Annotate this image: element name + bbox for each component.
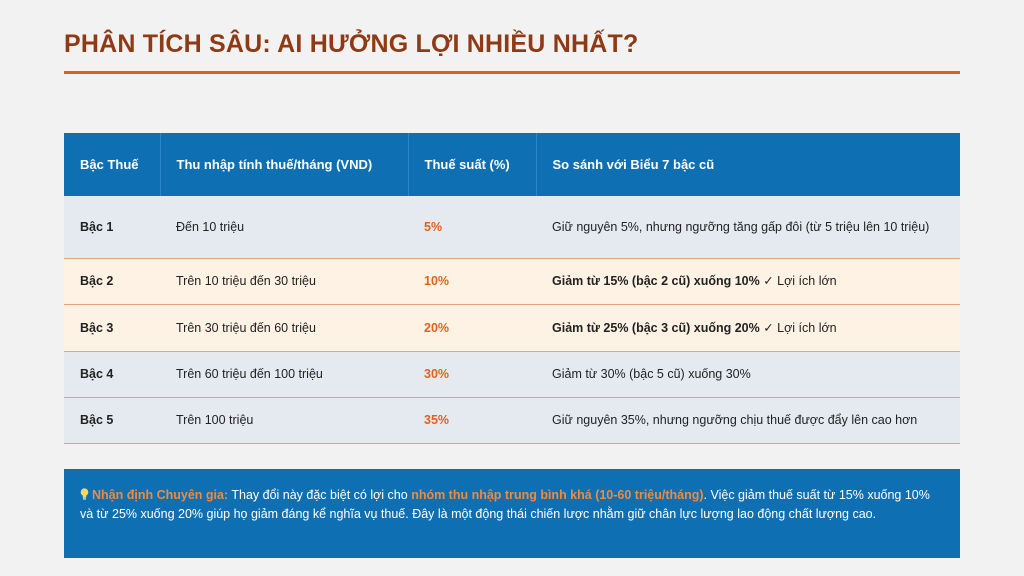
- cell-rate: 30%: [408, 351, 536, 397]
- comparison-text: Giảm từ 30% (bậc 5 cũ) xuống 30%: [552, 367, 751, 381]
- cell-income: Trên 30 triệu đến 60 triệu: [160, 304, 408, 351]
- title-divider: [64, 71, 960, 74]
- comparison-text: ✓ Lợi ích lớn: [759, 274, 837, 288]
- cell-rate: 20%: [408, 304, 536, 351]
- cell-comparison: [536, 397, 960, 443]
- table-row: [64, 351, 960, 397]
- header-income: Thu nhập tính thuế/tháng (VND): [160, 133, 408, 196]
- comparison-bold: Giảm từ 25% (bậc 3 cũ) xuống 20%: [552, 320, 760, 335]
- cell-rate: 35%: [408, 397, 536, 443]
- cell-level: Bậc 1: [64, 196, 160, 258]
- comparison-text: Giữ nguyên 5%, nhưng ngưỡng tăng gấp đôi (từ 5 triệu lên 10 triệu): [552, 219, 930, 234]
- cell-comparison: [536, 258, 960, 304]
- header-comparison: So sánh với Biểu 7 bậc cũ: [536, 133, 960, 196]
- cell-comparison: [536, 196, 960, 258]
- insight-text-after: . Việc giảm thuế suất từ 15% xuống 10% và từ 25% xuống 20% giúp họ giảm đáng kể nghĩa vụ thuế. Đây là một động thái chiến lược nhằm giữ chân lực lượng lao động chất lượng cao.: [80, 488, 930, 521]
- table-header-row: [64, 133, 960, 196]
- expert-insight-box: [64, 469, 960, 558]
- tax-bracket-table: [64, 133, 960, 444]
- cell-income: Trên 100 triệu: [160, 397, 408, 443]
- table-row: [64, 258, 960, 304]
- cell-rate: 5%: [408, 196, 536, 258]
- page-title: PHÂN TÍCH SÂU: AI HƯỞNG LỢI NHIỀU NHẤT?: [64, 30, 639, 58]
- lightbulb-icon: [80, 488, 89, 500]
- cell-income: Trên 10 triệu đến 30 triệu: [160, 258, 408, 304]
- insight-text-before: Thay đổi này đặc biệt có lợi cho: [228, 488, 412, 502]
- cell-rate: 10%: [408, 258, 536, 304]
- cell-comparison: [536, 304, 960, 351]
- table-row: [64, 304, 960, 351]
- insight-label: Nhận định Chuyên gia:: [92, 488, 229, 502]
- cell-comparison: [536, 351, 960, 397]
- comparison-text: ✓ Lợi ích lớn: [759, 320, 837, 335]
- table-row: [64, 196, 960, 258]
- insight-highlight: nhóm thu nhập trung bình khá (10-60 triệu/tháng): [411, 488, 704, 502]
- comparison-bold: Giảm từ 15% (bậc 2 cũ) xuống 10%: [552, 274, 760, 288]
- cell-level: Bậc 4: [64, 351, 160, 397]
- cell-level: Bậc 2: [64, 258, 160, 304]
- cell-level: Bậc 3: [64, 304, 160, 351]
- header-rate: Thuế suất (%): [408, 133, 536, 196]
- table-row: [64, 397, 960, 443]
- cell-income: Trên 60 triệu đến 100 triệu: [160, 351, 408, 397]
- header-level: Bậc Thuế: [64, 133, 160, 196]
- cell-level: Bậc 5: [64, 397, 160, 443]
- comparison-text: Giữ nguyên 35%, nhưng ngưỡng chịu thuế được đẩy lên cao hơn: [552, 413, 918, 427]
- cell-income: Đến 10 triệu: [160, 196, 408, 258]
